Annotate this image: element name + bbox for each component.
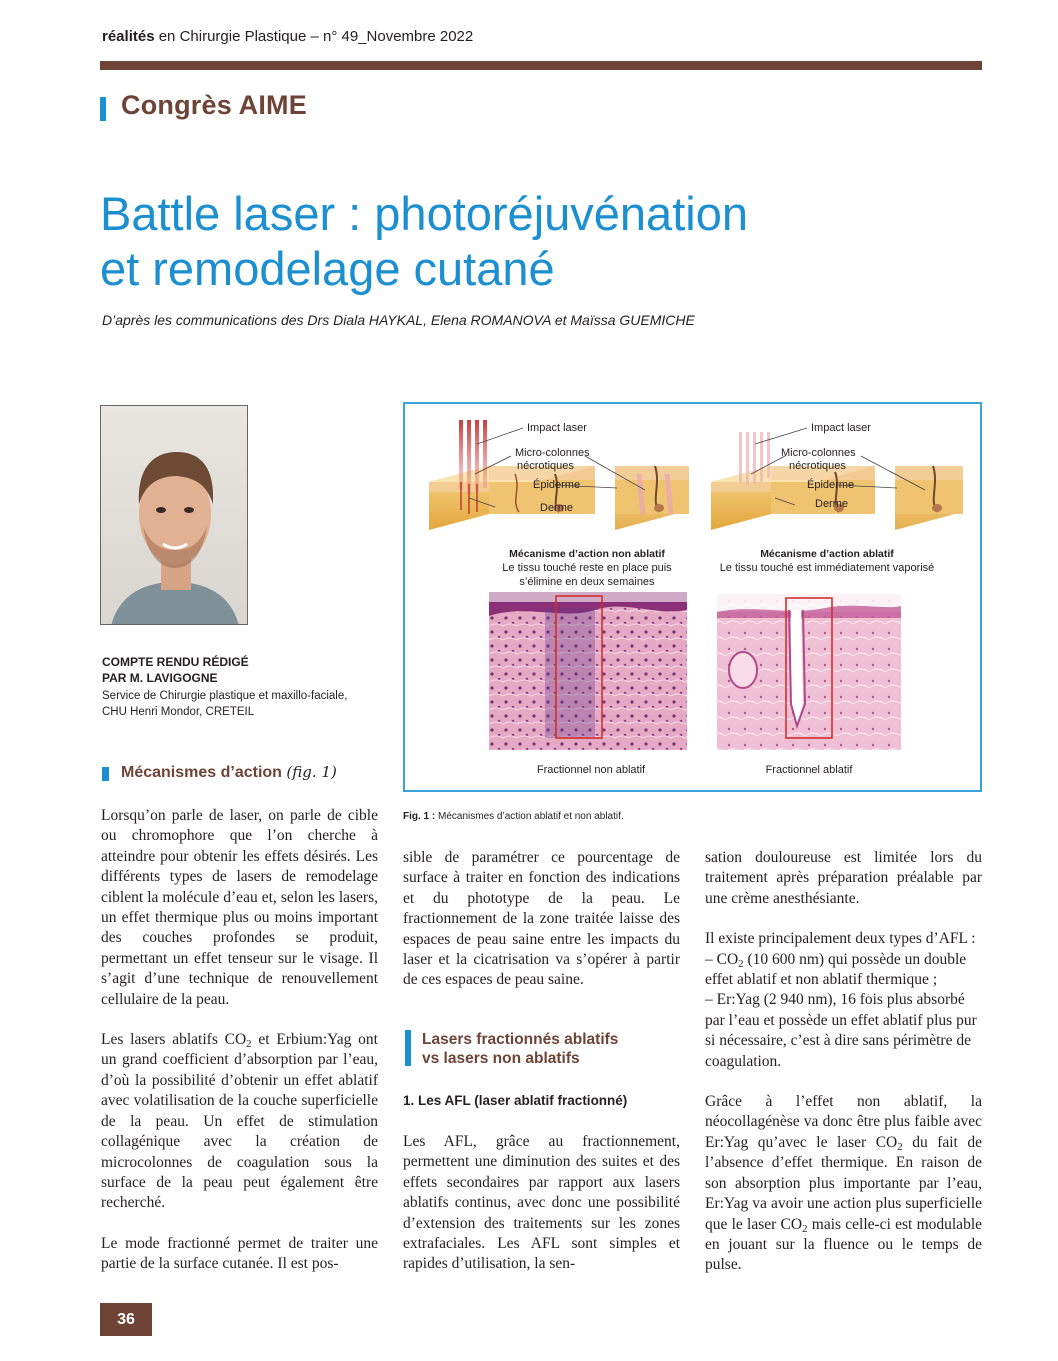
figure-caption: [403, 811, 624, 822]
paragraph: Lorsqu’on parle de laser, on parle de cible ou chromophore que l’on cherche à atteindre pour obtenir les effets désirés. Les différents types de lasers de remodelage ciblent la molécule d’eau et, selon les lasers, un effet thermique plus ou moins important des couches profondes se produit, permettant un effet tenseur sur le visage. Il s’agit d’une technique de renouvellement cellulaire de la peau.: [101, 807, 378, 1008]
figure-1: [403, 402, 982, 792]
journal-name: réalités: [102, 28, 155, 45]
paragraph: Il existe principalement deux types d’AFL : – $CO_2$ (10 600 nm) qui possède un double effet ablatif et non ablatif thermique ; – Er:Yag (2 940 nm), 16 fois plus absorbé par l’eau et possède un effet ablatif plus pur si nécessaire, c’est à dire sans périmètre de coagulation.: [705, 930, 977, 1070]
author-affiliation-line2: CHU Henri Mondor, CRETEIL: [102, 706, 255, 718]
byline: D’après les communications des Drs Diala HAYKAL, Elena ROMANOVA et Maïssa GUEMICHE: [102, 312, 695, 328]
fig-left-micro2-label: nécrotiques: [517, 460, 574, 472]
body-column-2-continued: [403, 1132, 680, 1295]
fig-left-histo-label: Fractionnel non ablatif: [536, 764, 646, 776]
paragraph: Les lasers ablatifs $CO_2$ et Erbium:Yag ont un grand coefficient d’absorption par l’eau, d’où la possibilité d’obtenir un effet ablatif avec volatilisation de la couche superficielle de la peau. Un effet de stimulation collagénique avec la création de microcolonnes de coagulation sous la surface de la peau peut également être recherché.: [101, 1031, 378, 1212]
heading-marker: [102, 767, 109, 781]
fig-right-micro2-label: nécrotiques: [789, 460, 846, 472]
article-title-line2: et remodelage cutané: [100, 242, 555, 295]
fig-right-derme-label: Derme: [815, 498, 849, 510]
author-label: [102, 654, 249, 686]
figure-reference: (fig. 1): [286, 763, 337, 781]
article-title: [100, 186, 900, 296]
fig-left-epiderme-label: Épiderme: [533, 479, 581, 491]
body-column-3: [705, 848, 982, 1296]
heading-mecanismes-text: Mécanismes d’action: [121, 764, 282, 781]
non-ablative-skin-diagram-right-view: [615, 466, 689, 530]
section-marker: [100, 97, 106, 121]
heading-line1: Lasers fractionnés ablatifs: [422, 1031, 619, 1048]
page-number: 36: [100, 1303, 152, 1336]
paragraph: Le mode fractionné permet de traiter une partie de la surface cutanée. Il est pos-: [101, 1234, 378, 1273]
author-photo: [100, 405, 248, 625]
paragraph: Grâce à l’effet non ablatif, la néocollagénèse va donc être plus faible avec Er:Yag qu’avec le laser $CO_2$ du fait de l’absence d’effet thermique. En raison de son absorption plus importante par l’eau, Er:Yag va avoir une action plus superficielle que le laser $CO_2$ mais celle-ci est modulable en jouant sur la fluence ou le temps de pulse.: [705, 1093, 983, 1274]
author-label-line2: PAR M. LAVIGOGNE: [102, 671, 218, 685]
fig-left-derme-label: Derme: [540, 502, 574, 514]
author-portrait-image: [101, 406, 248, 625]
fig-left-title: Mécanisme d’action non ablatif: [509, 548, 665, 560]
section-title: Congrès AIME: [121, 90, 307, 120]
paragraph: sation douloureuse est limitée lors du traitement après préparation préalable par une crème anesthésiante.: [705, 849, 982, 907]
fig-right-desc1: Le tissu touché est immédiatement vaporisé: [719, 562, 935, 574]
fig-left-desc1: Le tissu touché reste en place puis: [502, 562, 672, 574]
header-rule: [100, 61, 982, 70]
fig-left-impact-label: Impact laser: [527, 422, 587, 434]
paragraph: sible de paramétrer ce pourcentage de surface à traiter en fonction des indications et du phototype de la peau. Le fractionnement de la zone traitée laisse des espaces de peau saine entre les impacts du laser et la cicatrisation va s’opérer à partir de ces espaces de peau saine.: [403, 849, 680, 989]
running-header: [102, 28, 473, 45]
histology-non-ablative: [489, 592, 687, 750]
fig-right-epiderme-label: Épiderme: [807, 479, 855, 491]
ablative-skin-diagram-right-view: [895, 466, 963, 530]
heading-mecanismes: [121, 763, 337, 782]
histology-ablative: [717, 594, 901, 750]
paragraph: Les AFL, grâce au fractionnement, permettent une diminution des suites et des effets secondaires par rapport aux lasers ablatifs continus, avec donc une possibilité d’extension des traitements sur les zones extrafaciales. Les AFL sont simples et rapides d’utilisation, la sen-: [403, 1133, 680, 1273]
subheading-afl: 1. Les AFL (laser ablatif fractionné): [403, 1093, 628, 1108]
heading-line2: vs lasers non ablatifs: [422, 1050, 580, 1067]
author-label-line1: COMPTE RENDU RÉDIGÉ: [102, 655, 249, 669]
fig-right-micro1-label: Micro-colonnes: [781, 447, 856, 459]
fig-right-title: Mécanisme d’action ablatif: [760, 548, 894, 560]
fig-right-histo-label: Fractionnel ablatif: [765, 764, 853, 776]
article-title-line1: Battle laser : photoréjuvénation: [100, 187, 748, 240]
subheading-marker: [405, 1030, 411, 1066]
fig-left-micro1-label: Micro-colonnes: [515, 447, 590, 459]
body-column-2: [403, 848, 680, 1011]
body-column-1: [101, 806, 378, 1295]
figure-caption-text: Mécanismes d’action ablatif et non ablatif.: [435, 811, 624, 822]
heading-lasers-fractionnes: [422, 1030, 682, 1068]
figure-caption-label: Fig. 1 :: [403, 811, 436, 822]
author-affiliation: [102, 688, 347, 720]
fig-right-impact-label: Impact laser: [811, 422, 871, 434]
fig-left-desc2: s’élimine en deux semaines: [519, 576, 655, 588]
journal-issue: en Chirurgie Plastique – n° 49_Novembre 2022: [158, 28, 474, 45]
figure-1-illustration: [405, 404, 980, 790]
author-affiliation-line1: Service de Chirurgie plastique et maxillo-faciale,: [102, 690, 348, 702]
